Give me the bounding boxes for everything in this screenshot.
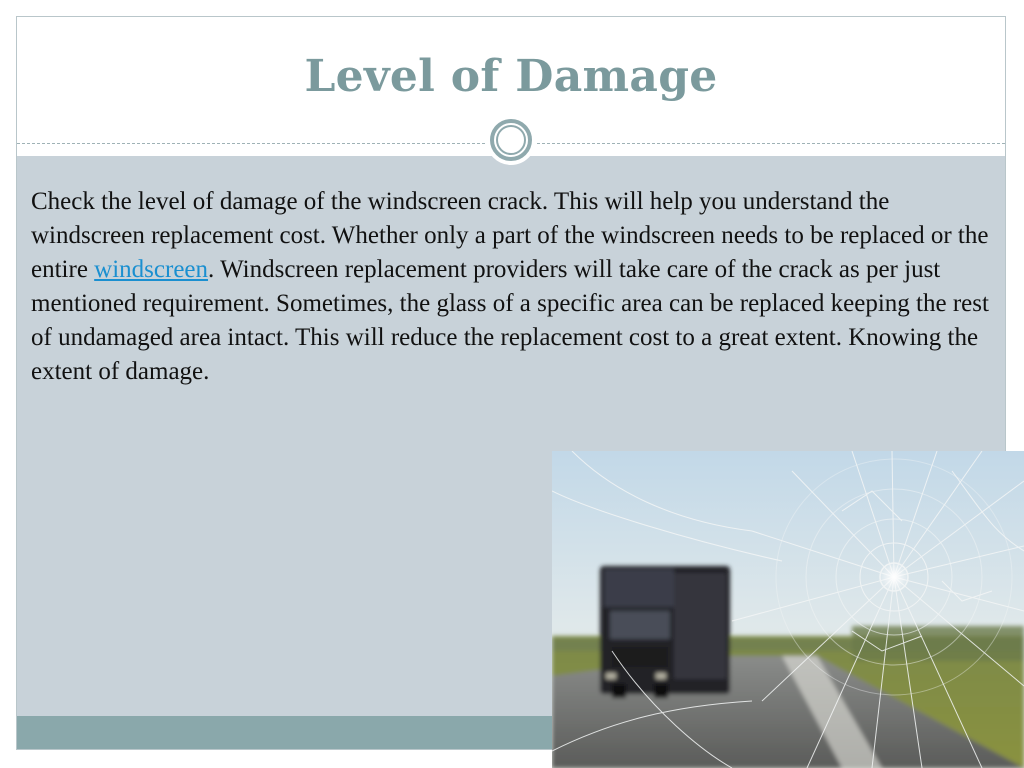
divider-ring-icon: [486, 115, 536, 165]
windscreen-link[interactable]: windscreen: [94, 256, 209, 283]
slide-title: Level of Damage: [304, 51, 718, 102]
body-text-part-2: . Windscreen replacement providers will take care of the crack as per just mentioned requirement. Sometimes, the glass of a specific area can be replaced keeping the rest of undamaged area intact. This will reduce the replacement cost to a great extent. Knowing the extent of damage.: [31, 256, 989, 385]
cracked-windscreen-photo: [552, 451, 1024, 768]
body-text-part-1: Check the level of damage of the windscreen crack. This will help you understand the windscreen replacement cost. Whether only a part of the windscreen needs to be replaced or the entire: [31, 188, 989, 283]
body-paragraph: [31, 185, 996, 389]
